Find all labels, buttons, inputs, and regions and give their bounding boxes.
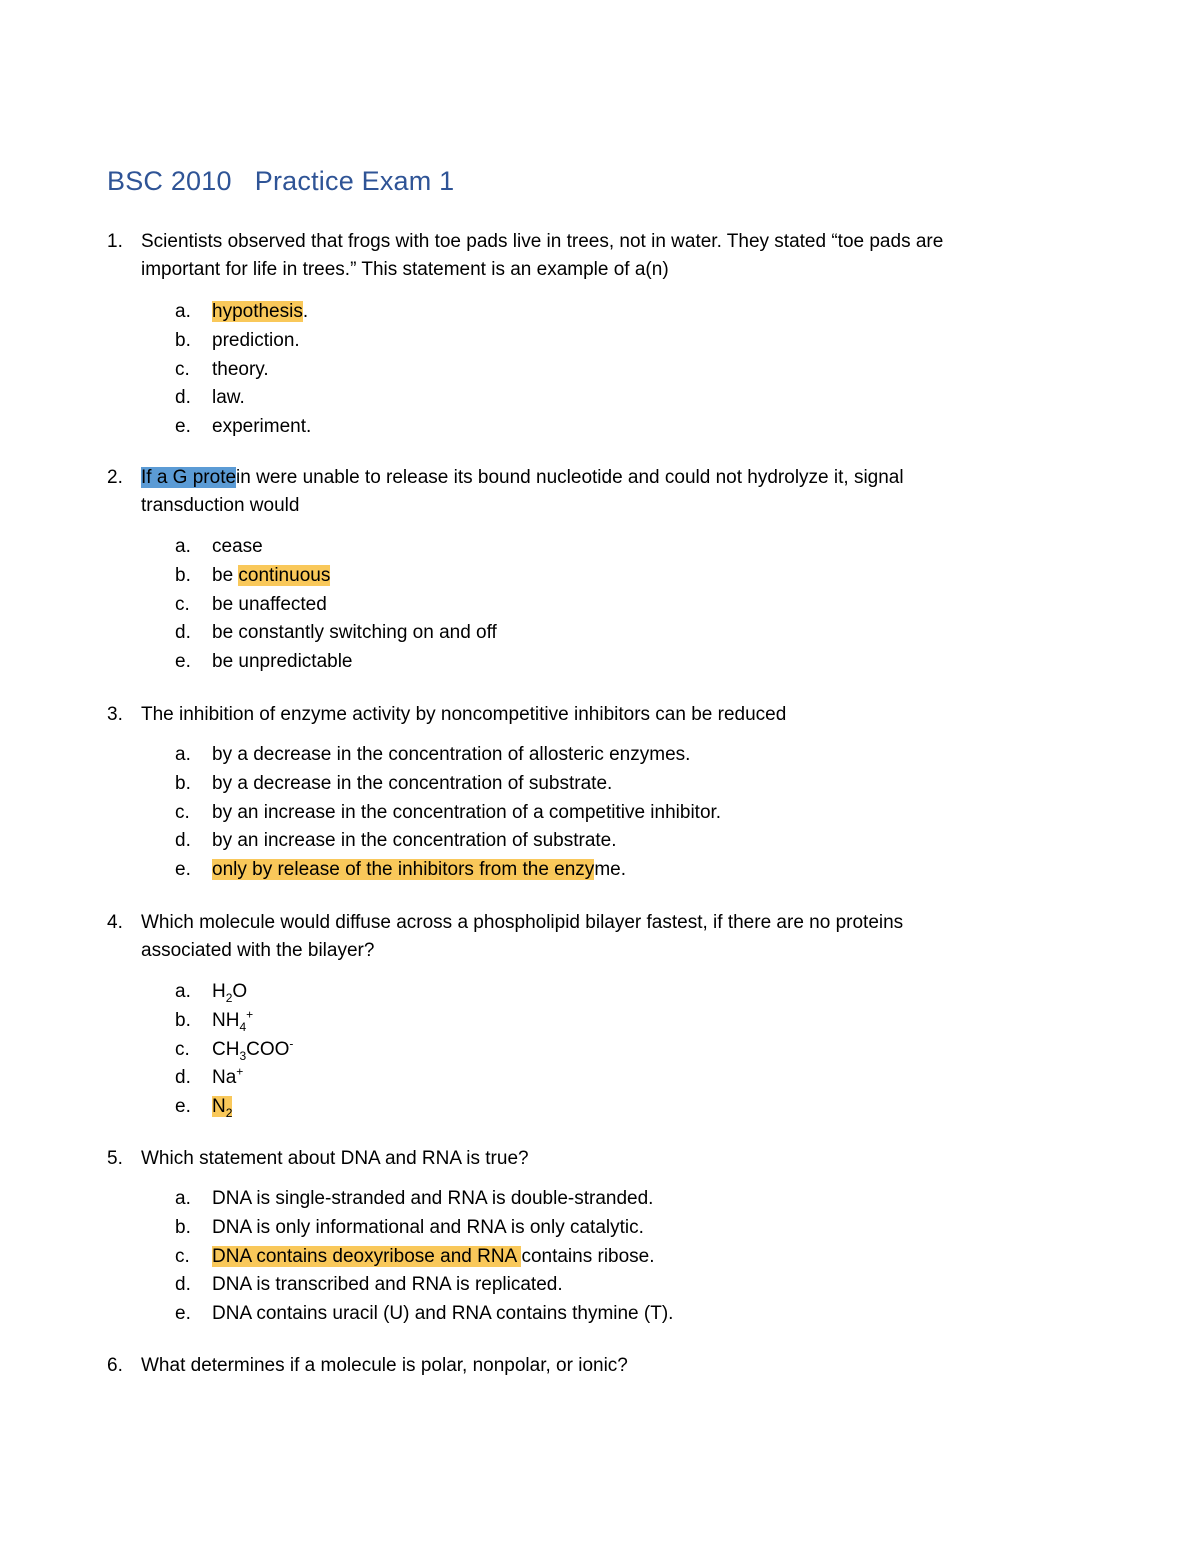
option-text: be constantly switching on and off [212,622,497,644]
option-letter: c. [175,1245,190,1267]
question-text [141,1352,1087,1380]
option-text: DNA contains uracil (U) and RNA contains thymine (T). [212,1303,674,1325]
option-letter: a. [175,744,191,765]
option-letter: e. [175,859,191,881]
question-number: 6. [107,1355,123,1376]
options-1 [107,298,1087,442]
option-4d [107,1064,1087,1093]
option-4b [107,1007,1087,1036]
question-text [141,228,1087,284]
option-letter: a. [175,301,191,322]
question-5 [107,1145,1087,1173]
option-3d [107,827,1087,856]
question-6 [107,1352,1087,1380]
option-letter: e. [175,1303,191,1325]
option-text: DNA is only informational and RNA is only catalytic. [212,1216,644,1238]
option-5b [107,1214,1087,1243]
option-5c: c. DNA contains deoxyribose and RNA contains ribose. [107,1243,1087,1272]
question-text [141,909,1087,965]
option-text: DNA is transcribed and RNA is replicated. [212,1274,563,1296]
option-2e [107,648,1087,677]
option-1a: a. hypothesis. [107,298,1087,327]
question-text-line: Which molecule would diffuse across a phospholipid bilayer fastest, if there are no proteins [141,912,904,933]
question-4 [107,909,1087,965]
option-3c [107,799,1087,828]
question-text-line: The inhibition of enzyme activity by noncompetitive inhibitors can be reduced [141,704,787,725]
option-letter: d. [175,1067,191,1089]
option-4c [107,1036,1087,1065]
option-letter: b. [175,329,191,351]
option-text: DNA is single-stranded and RNA is double-stranded. [212,1188,654,1209]
option-letter: d. [175,1274,191,1296]
option-2b: b. be continuous [107,562,1087,591]
question-text-line: important for life in trees.” This statement is an example of a(n) [141,259,669,280]
formula-na: Na+ [212,1065,244,1089]
page-title: BSC 2010 Practice Exam 1 [107,166,455,196]
question-number: 1. [107,231,123,252]
option-letter: d. [175,387,191,409]
question-text-line: associated with the bilayer? [141,940,375,961]
option-letter: e. [175,651,191,673]
option-text: theory. [212,358,269,380]
option-5d [107,1271,1087,1300]
option-text: cease [212,536,263,557]
option-1e [107,413,1087,442]
option-2d [107,619,1087,648]
option-letter: b. [175,1216,191,1238]
option-letter: b. [175,772,191,794]
option-text: by a decrease in the concentration of substrate. [212,772,613,794]
option-text: be unaffected [212,593,327,615]
option-text: be unpredictable [212,651,353,673]
text-selection: If a G prote [141,467,237,488]
option-letter: e. [175,416,191,438]
option-1c [107,356,1087,385]
question-number: 3. [107,704,123,725]
option-3e: e. only by release of the inhibitors from the enzyme. [107,856,1087,885]
question-3 [107,701,1087,729]
option-letter: a. [175,1188,191,1209]
option-letter: c. [175,1038,190,1060]
option-letter: c. [175,593,190,615]
highlighted-answer: hypothesis [212,301,303,322]
question-number: 5. [107,1148,123,1169]
question-number: 4. [107,912,123,933]
option-text: by an increase in the concentration of substrate. [212,830,617,852]
option-letter: b. [175,1009,191,1031]
question-text [141,701,1087,729]
options-3 [107,741,1087,885]
formula-ch3coo: $CH_3COO^-$ [212,1036,294,1063]
option-text: law. [212,387,245,409]
options-4 [107,978,1087,1122]
option-letter: c. [175,358,190,380]
option-letter: b. [175,564,191,586]
option-5a [107,1185,1087,1214]
option-text: experiment. [212,416,312,438]
question-text-line: transduction would [141,495,300,516]
question-text-line: If a G protein were unable to release its bound nucleotide and could not hydrolyze it, signal [141,467,904,488]
option-letter: a. [175,981,191,1002]
question-1 [107,228,1087,284]
option-1b [107,327,1087,356]
option-4e [107,1093,1087,1122]
question-text-line: Which statement about DNA and RNA is true? [141,1148,529,1169]
highlighted-answer: only by release of the inhibitors from the enzy [212,859,595,881]
option-text: prediction. [212,329,300,351]
question-text-line: What determines if a molecule is polar, nonpolar, or ionic? [141,1355,628,1376]
option-text: by an increase in the concentration of a competitive inhibitor. [212,801,722,823]
question-number: 2. [107,467,123,488]
formula-h2o: $H_2O$ [212,981,248,1005]
highlighted-answer: DNA contains deoxyribose and RNA [212,1245,522,1267]
question-2 [107,464,1087,520]
option-letter: c. [175,801,190,823]
option-letter: e. [175,1096,191,1118]
formula-nh4: $NH_4^+$ [212,1007,254,1034]
option-2a [107,533,1087,562]
question-text [141,464,1087,520]
question-text-line: Scientists observed that frogs with toe pads live in trees, not in water. They stated “toe pads are [141,231,944,252]
formula-n2 [212,1093,232,1122]
option-letter: a. [175,536,191,557]
highlighted-answer: $N_2$ [212,1096,233,1120]
option-letter: d. [175,622,191,644]
option-4a [107,978,1087,1007]
options-5 [107,1185,1087,1329]
option-3a [107,741,1087,770]
option-5e [107,1300,1087,1329]
option-2c [107,591,1087,620]
question-text [141,1145,1087,1173]
highlighted-answer: continuous [238,564,331,586]
option-3b [107,770,1087,799]
option-1d [107,384,1087,413]
option-text: by a decrease in the concentration of allosteric enzymes. [212,744,691,765]
options-2 [107,533,1087,677]
option-letter: d. [175,830,191,852]
